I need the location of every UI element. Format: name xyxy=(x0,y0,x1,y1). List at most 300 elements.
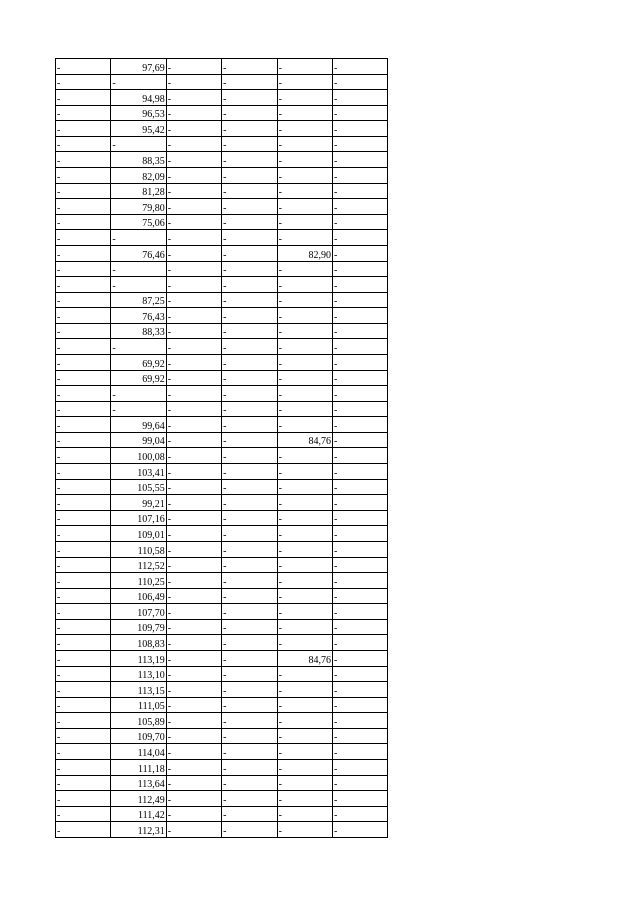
table-cell: - xyxy=(56,526,111,542)
table-cell: - xyxy=(277,713,332,729)
table-cell: - xyxy=(56,604,111,620)
table-row xyxy=(56,510,388,526)
table-body xyxy=(56,59,388,838)
table-cell: 79,80 xyxy=(111,199,166,215)
table-cell: - xyxy=(222,136,277,152)
table-cell: - xyxy=(166,713,221,729)
table-cell: - xyxy=(332,448,387,464)
table-cell: - xyxy=(166,744,221,760)
table-cell: - xyxy=(277,666,332,682)
table-cell: 109,01 xyxy=(111,526,166,542)
table-cell: - xyxy=(56,230,111,246)
table-cell: - xyxy=(277,90,332,106)
table-row xyxy=(56,59,388,75)
table-row xyxy=(56,573,388,589)
table-cell: - xyxy=(222,370,277,386)
table-cell: - xyxy=(277,401,332,417)
table-cell: - xyxy=(277,728,332,744)
table-cell: - xyxy=(166,59,221,75)
table-cell: - xyxy=(277,822,332,838)
table-cell: - xyxy=(166,806,221,822)
table-cell: - xyxy=(222,713,277,729)
table-cell: - xyxy=(56,323,111,339)
table-row xyxy=(56,292,388,308)
table-cell: - xyxy=(277,261,332,277)
table-cell: - xyxy=(277,697,332,713)
table-row xyxy=(56,713,388,729)
table-cell: - xyxy=(222,90,277,106)
table-cell: - xyxy=(56,557,111,573)
table-cell: - xyxy=(56,713,111,729)
table-cell: - xyxy=(56,168,111,184)
table-cell: - xyxy=(222,292,277,308)
table-cell: - xyxy=(56,245,111,261)
table-row xyxy=(56,323,388,339)
table-cell: 106,49 xyxy=(111,588,166,604)
table-cell: 112,52 xyxy=(111,557,166,573)
table-cell: 82,90 xyxy=(277,245,332,261)
table-row xyxy=(56,526,388,542)
table-cell: - xyxy=(166,199,221,215)
table-cell: - xyxy=(277,806,332,822)
table-cell: - xyxy=(166,464,221,480)
table-cell: 107,16 xyxy=(111,510,166,526)
table-cell: - xyxy=(111,401,166,417)
table-cell: - xyxy=(222,650,277,666)
table-cell: - xyxy=(277,541,332,557)
table-cell: - xyxy=(166,510,221,526)
table-cell: - xyxy=(277,136,332,152)
table-cell: 88,35 xyxy=(111,152,166,168)
table-cell: - xyxy=(222,666,277,682)
table-cell: - xyxy=(222,183,277,199)
table-cell: - xyxy=(56,339,111,355)
table-cell: - xyxy=(56,697,111,713)
table-cell: - xyxy=(332,59,387,75)
table-row xyxy=(56,588,388,604)
table-cell: - xyxy=(111,386,166,402)
table-cell: - xyxy=(332,728,387,744)
table-cell: 113,10 xyxy=(111,666,166,682)
table-row xyxy=(56,635,388,651)
table-cell: - xyxy=(277,214,332,230)
table-cell: - xyxy=(277,479,332,495)
table-cell: - xyxy=(56,822,111,838)
table-cell: - xyxy=(332,760,387,776)
table-cell: - xyxy=(277,510,332,526)
table-cell: 107,70 xyxy=(111,604,166,620)
table-cell: - xyxy=(166,261,221,277)
table-cell: - xyxy=(166,292,221,308)
table-row xyxy=(56,386,388,402)
table-cell: - xyxy=(111,230,166,246)
table-cell: - xyxy=(277,152,332,168)
table-cell: - xyxy=(56,261,111,277)
table-row xyxy=(56,277,388,293)
table-cell: - xyxy=(166,136,221,152)
table-cell: - xyxy=(332,666,387,682)
table-cell: 111,05 xyxy=(111,697,166,713)
table-cell: - xyxy=(166,245,221,261)
table-cell: - xyxy=(332,121,387,137)
table-cell: - xyxy=(56,573,111,589)
table-cell: 112,31 xyxy=(111,822,166,838)
table-cell: - xyxy=(166,791,221,807)
table-cell: - xyxy=(56,370,111,386)
table-cell: - xyxy=(166,650,221,666)
table-cell: 105,55 xyxy=(111,479,166,495)
table-cell: - xyxy=(56,152,111,168)
table-cell: - xyxy=(56,510,111,526)
table-cell: - xyxy=(166,682,221,698)
table-row xyxy=(56,370,388,386)
table-cell: 114,04 xyxy=(111,744,166,760)
table-cell: - xyxy=(277,635,332,651)
table-cell: 88,33 xyxy=(111,323,166,339)
table-cell: 76,46 xyxy=(111,245,166,261)
table-cell: - xyxy=(332,495,387,511)
table-cell: - xyxy=(222,557,277,573)
table-cell: - xyxy=(332,464,387,480)
table-cell: - xyxy=(111,136,166,152)
table-cell: - xyxy=(56,806,111,822)
table-row xyxy=(56,697,388,713)
table-cell: - xyxy=(166,448,221,464)
table-row xyxy=(56,682,388,698)
table-cell: 113,15 xyxy=(111,682,166,698)
table-cell: - xyxy=(222,74,277,90)
table-cell: - xyxy=(166,666,221,682)
table-cell: 69,92 xyxy=(111,354,166,370)
table-cell: - xyxy=(222,323,277,339)
table-row xyxy=(56,760,388,776)
table-row xyxy=(56,495,388,511)
table-cell: - xyxy=(277,557,332,573)
table-row xyxy=(56,168,388,184)
table-cell: - xyxy=(56,183,111,199)
table-cell: 94,98 xyxy=(111,90,166,106)
table-row xyxy=(56,354,388,370)
table-cell: 82,09 xyxy=(111,168,166,184)
table-cell: - xyxy=(222,479,277,495)
table-cell: - xyxy=(332,526,387,542)
table-cell: - xyxy=(56,635,111,651)
table-row xyxy=(56,121,388,137)
table-cell: - xyxy=(332,806,387,822)
table-row xyxy=(56,791,388,807)
table-cell: 75,06 xyxy=(111,214,166,230)
table-cell: 84,76 xyxy=(277,650,332,666)
table-cell: - xyxy=(332,541,387,557)
table-cell: - xyxy=(166,557,221,573)
table-cell: - xyxy=(332,245,387,261)
table-cell: - xyxy=(56,791,111,807)
table-cell: - xyxy=(222,152,277,168)
table-cell: - xyxy=(332,152,387,168)
table-cell: - xyxy=(222,635,277,651)
table-cell: - xyxy=(277,619,332,635)
table-cell: - xyxy=(332,573,387,589)
table-cell: - xyxy=(166,775,221,791)
table-cell: - xyxy=(56,214,111,230)
table-cell: - xyxy=(332,74,387,90)
table-cell: - xyxy=(222,806,277,822)
table-cell: - xyxy=(166,401,221,417)
table-cell: - xyxy=(277,464,332,480)
table-row xyxy=(56,183,388,199)
table-row xyxy=(56,604,388,620)
table-cell: - xyxy=(56,308,111,324)
table-cell: - xyxy=(222,386,277,402)
table-cell: - xyxy=(222,168,277,184)
table-cell: - xyxy=(222,541,277,557)
table-cell: - xyxy=(277,74,332,90)
table-cell: - xyxy=(166,386,221,402)
table-cell: 76,43 xyxy=(111,308,166,324)
table-cell: - xyxy=(277,744,332,760)
table-cell: - xyxy=(277,308,332,324)
table-row xyxy=(56,650,388,666)
table-cell: - xyxy=(166,339,221,355)
table-cell: - xyxy=(166,573,221,589)
table-cell: - xyxy=(332,775,387,791)
table-cell: - xyxy=(332,370,387,386)
table-row xyxy=(56,245,388,261)
table-cell: - xyxy=(332,713,387,729)
table-cell: - xyxy=(222,573,277,589)
data-table xyxy=(55,58,388,838)
table-cell: - xyxy=(332,199,387,215)
table-cell: 99,64 xyxy=(111,417,166,433)
table-cell: - xyxy=(222,277,277,293)
table-cell: 100,08 xyxy=(111,448,166,464)
table-cell: - xyxy=(277,105,332,121)
table-cell: - xyxy=(56,495,111,511)
table-cell: - xyxy=(222,682,277,698)
table-cell: - xyxy=(332,277,387,293)
table-cell: - xyxy=(166,619,221,635)
table-row xyxy=(56,744,388,760)
table-cell: 109,70 xyxy=(111,728,166,744)
table-cell: 108,83 xyxy=(111,635,166,651)
table-cell: - xyxy=(166,479,221,495)
table-cell: - xyxy=(222,604,277,620)
table-cell: - xyxy=(222,432,277,448)
table-cell: - xyxy=(222,308,277,324)
table-cell: - xyxy=(277,760,332,776)
table-cell: 112,49 xyxy=(111,791,166,807)
table-cell: - xyxy=(166,214,221,230)
table-cell: - xyxy=(332,479,387,495)
table-row xyxy=(56,261,388,277)
table-cell: - xyxy=(222,760,277,776)
table-cell: - xyxy=(56,74,111,90)
table-row xyxy=(56,728,388,744)
table-cell: - xyxy=(222,401,277,417)
table-cell: - xyxy=(277,495,332,511)
table-cell: - xyxy=(56,105,111,121)
table-cell: 99,21 xyxy=(111,495,166,511)
table-row xyxy=(56,479,388,495)
table-cell: - xyxy=(222,744,277,760)
table-cell: - xyxy=(56,682,111,698)
table-cell: - xyxy=(222,339,277,355)
table-cell: - xyxy=(166,121,221,137)
table-cell: - xyxy=(332,354,387,370)
table-cell: - xyxy=(111,277,166,293)
table-cell: - xyxy=(332,822,387,838)
table-cell: - xyxy=(277,370,332,386)
table-cell: - xyxy=(277,121,332,137)
table-cell: 95,42 xyxy=(111,121,166,137)
table-cell: 109,79 xyxy=(111,619,166,635)
table-cell: - xyxy=(222,199,277,215)
table-row xyxy=(56,152,388,168)
table-cell: - xyxy=(222,619,277,635)
table-cell: - xyxy=(166,277,221,293)
table-cell: - xyxy=(222,495,277,511)
table-cell: - xyxy=(277,775,332,791)
table-cell: - xyxy=(277,292,332,308)
table-cell: - xyxy=(222,214,277,230)
table-cell: - xyxy=(277,323,332,339)
table-cell: - xyxy=(277,448,332,464)
table-cell: - xyxy=(222,510,277,526)
table-cell: - xyxy=(332,105,387,121)
table-cell: - xyxy=(166,230,221,246)
table-cell: 111,18 xyxy=(111,760,166,776)
table-cell: - xyxy=(332,168,387,184)
table-cell: - xyxy=(222,822,277,838)
table-row xyxy=(56,432,388,448)
table-row xyxy=(56,105,388,121)
table-cell: - xyxy=(222,59,277,75)
table-row xyxy=(56,775,388,791)
table-row xyxy=(56,74,388,90)
table-cell: - xyxy=(277,417,332,433)
table-cell: - xyxy=(277,526,332,542)
table-cell: 99,04 xyxy=(111,432,166,448)
table-cell: - xyxy=(277,354,332,370)
table-cell: - xyxy=(56,199,111,215)
table-cell: - xyxy=(332,588,387,604)
table-cell: 97,69 xyxy=(111,59,166,75)
table-cell: - xyxy=(332,339,387,355)
table-cell: - xyxy=(332,292,387,308)
table-cell: - xyxy=(56,728,111,744)
table-cell: - xyxy=(332,744,387,760)
table-cell: - xyxy=(166,822,221,838)
table-cell: - xyxy=(277,339,332,355)
table-row xyxy=(56,90,388,106)
table-row xyxy=(56,339,388,355)
table-cell: - xyxy=(56,386,111,402)
table-cell: - xyxy=(111,74,166,90)
table-cell: - xyxy=(277,573,332,589)
table-cell: - xyxy=(277,604,332,620)
table-cell: - xyxy=(332,682,387,698)
table-cell: - xyxy=(332,308,387,324)
table-cell: - xyxy=(332,183,387,199)
table-cell: - xyxy=(56,541,111,557)
table-cell: - xyxy=(56,401,111,417)
table-cell: 96,53 xyxy=(111,105,166,121)
table-cell: - xyxy=(277,386,332,402)
table-cell: - xyxy=(56,775,111,791)
table-cell: - xyxy=(277,168,332,184)
table-cell: 110,58 xyxy=(111,541,166,557)
table-cell: - xyxy=(332,604,387,620)
table-row xyxy=(56,806,388,822)
table-cell: - xyxy=(222,121,277,137)
table-row xyxy=(56,417,388,433)
table-cell: - xyxy=(166,323,221,339)
table-cell: - xyxy=(56,292,111,308)
table-cell: - xyxy=(332,635,387,651)
table-cell: - xyxy=(332,510,387,526)
table-cell: - xyxy=(56,90,111,106)
table-cell: - xyxy=(277,230,332,246)
table-cell: - xyxy=(166,432,221,448)
table-cell: - xyxy=(166,417,221,433)
table-row xyxy=(56,308,388,324)
table-cell: - xyxy=(332,557,387,573)
table-cell: - xyxy=(222,526,277,542)
table-cell: - xyxy=(56,136,111,152)
table-cell: - xyxy=(277,59,332,75)
table-cell: - xyxy=(222,588,277,604)
table-cell: - xyxy=(332,323,387,339)
table-cell: 84,76 xyxy=(277,432,332,448)
table-cell: - xyxy=(56,448,111,464)
table-cell: - xyxy=(332,697,387,713)
table-cell: - xyxy=(166,604,221,620)
table-cell: 103,41 xyxy=(111,464,166,480)
table-cell: 110,25 xyxy=(111,573,166,589)
table-cell: - xyxy=(222,105,277,121)
table-cell: 113,64 xyxy=(111,775,166,791)
table-cell: - xyxy=(166,370,221,386)
table-cell: - xyxy=(111,261,166,277)
table-cell: - xyxy=(277,199,332,215)
table-cell: 87,25 xyxy=(111,292,166,308)
table-cell: - xyxy=(222,354,277,370)
table-cell: - xyxy=(56,417,111,433)
table-cell: - xyxy=(56,464,111,480)
table-cell: - xyxy=(166,308,221,324)
table-row xyxy=(56,401,388,417)
table-cell: - xyxy=(166,74,221,90)
table-cell: 69,92 xyxy=(111,370,166,386)
table-cell: - xyxy=(166,728,221,744)
table-cell: - xyxy=(222,464,277,480)
table-cell: - xyxy=(56,432,111,448)
table-row xyxy=(56,199,388,215)
table-cell: 113,19 xyxy=(111,650,166,666)
table-cell: - xyxy=(222,245,277,261)
table-cell: - xyxy=(222,230,277,246)
table-cell: - xyxy=(222,791,277,807)
table-cell: - xyxy=(56,760,111,776)
table-cell: - xyxy=(166,760,221,776)
table-cell: - xyxy=(166,697,221,713)
table-cell: - xyxy=(166,495,221,511)
table-cell: - xyxy=(332,386,387,402)
table-cell: 111,42 xyxy=(111,806,166,822)
table-cell: - xyxy=(277,682,332,698)
table-cell: - xyxy=(332,432,387,448)
table-cell: - xyxy=(166,354,221,370)
